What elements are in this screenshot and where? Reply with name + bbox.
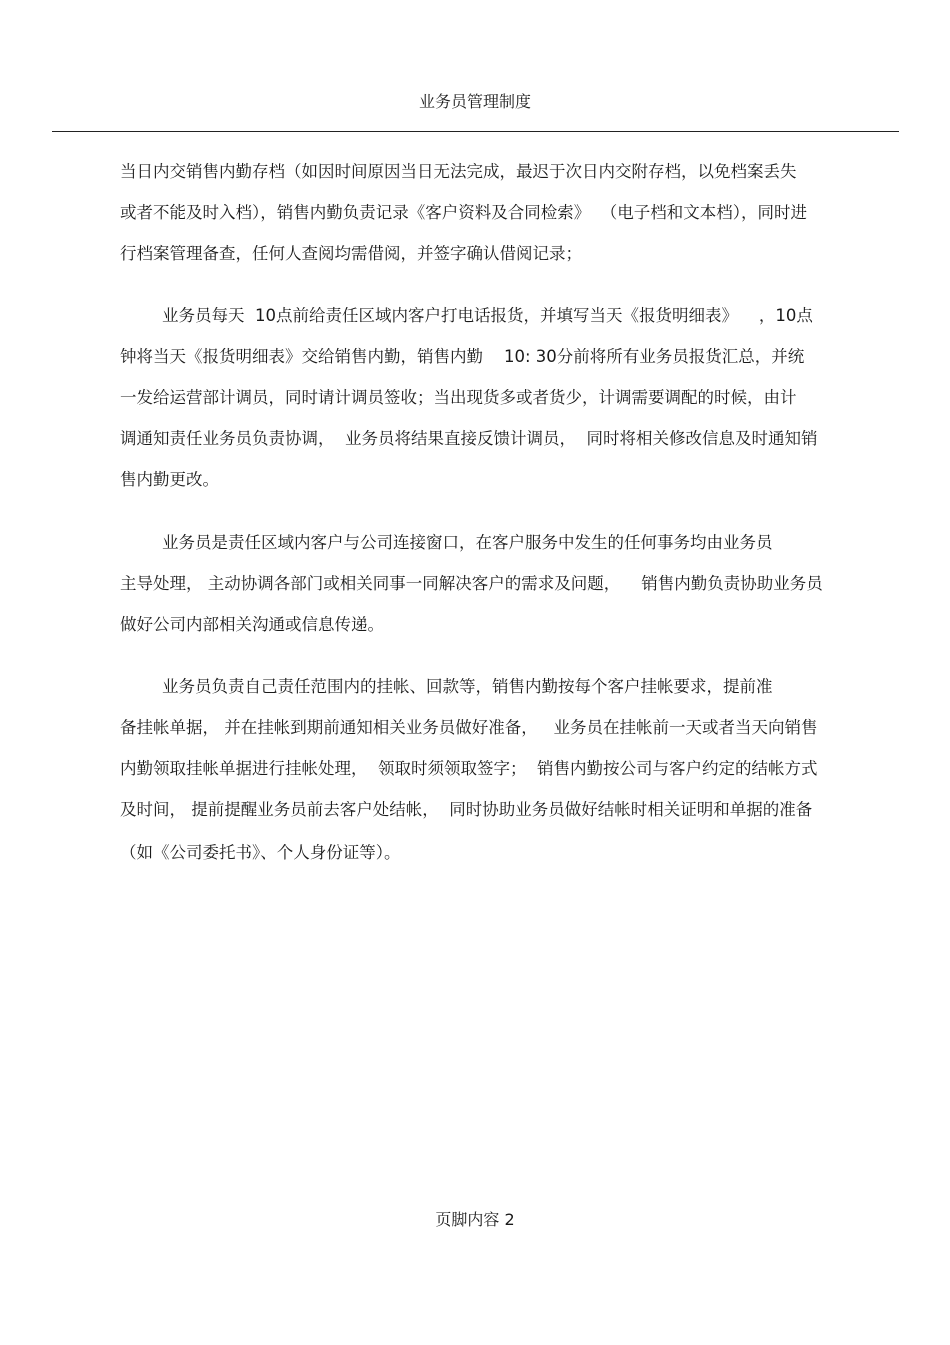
body-line: 备挂帐单据， 并在挂帐到期前通知相关业务员做好准备， 业务员在挂帐前一天或者当天向销售	[120, 718, 818, 737]
body-line: 行档案管理备查，任何人查阅均需借阅，并签字确认借阅记录；	[120, 244, 582, 263]
body-line: 业务员负责自己责任范围内的挂帐、回款等，销售内勤按每个客户挂帐要求，提前准	[120, 677, 773, 696]
body-line: 钟将当天《报货明细表》交给销售内勤，销售内勤 10: 30分前将所有业务员报货汇总，并统	[120, 347, 805, 366]
body-line: 及时间， 提前提醒业务员前去客户处结帐， 同时协助业务员做好结帐时相关证明和单据的准备	[120, 800, 813, 819]
body-line: 业务员每天 10点前给责任区域内客户打电话报货，并填写当天《报货明细表》 ，10点	[120, 306, 813, 325]
body-line: 主导处理， 主动协调各部门或相关同事一同解决客户的需求及问题， 销售内勤负责协助业务员	[120, 574, 823, 593]
body-line: 当日内交销售内勤存档（如因时间原因当日无法完成，最迟于次日内交附存档，以免档案丢失	[120, 162, 797, 181]
body-line: 做好公司内部相关沟通或信息传递。	[120, 615, 384, 634]
body-line: 内勤领取挂帐单据进行挂帐处理， 领取时须领取签字； 销售内勤按公司与客户约定的结帐方式	[120, 759, 818, 778]
page-footer: 页脚内容 2	[435, 1210, 515, 1229]
body-line: 或者不能及时入档），销售内勤负责记录《客户资料及合同检索》 （电子档和文本档），同时进	[120, 203, 807, 222]
header-divider	[52, 131, 899, 132]
body-line: 售内勤更改。	[120, 470, 219, 489]
body-line: （如《公司委托书》、个人身份证等）。	[120, 843, 401, 862]
body-line: 业务员是责任区域内客户与公司连接窗口，在客户服务中发生的任何事务均由业务员	[120, 533, 773, 552]
body-line: 调通知责任业务员负责协调， 业务员将结果直接反馈计调员， 同时将相关修改信息及时通知销	[120, 429, 818, 448]
page-header-title: 业务员管理制度	[418, 92, 531, 111]
body-line: 一发给运营部计调员，同时请计调员签收；当出现货多或者货少，计调需要调配的时候，由计	[120, 388, 797, 407]
